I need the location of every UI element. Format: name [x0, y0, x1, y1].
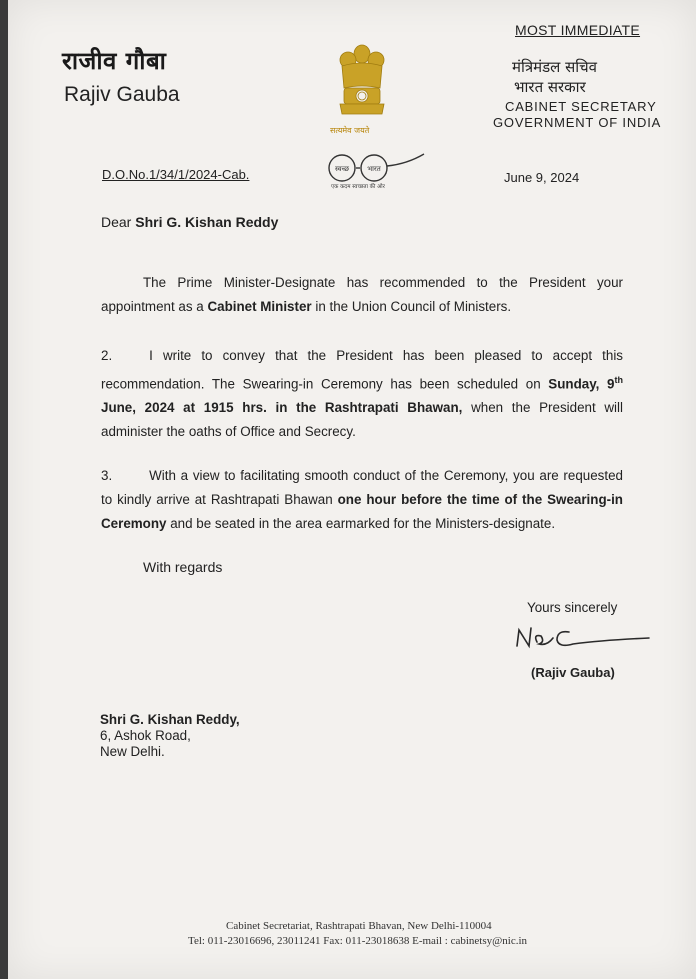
- salutation: [101, 214, 278, 230]
- address-name: Shri G. Kishan Reddy,: [100, 712, 240, 727]
- closing-regards: With regards: [143, 559, 223, 575]
- government-hindi: भारत सरकार: [514, 78, 586, 96]
- letter-date: June 9, 2024: [504, 170, 580, 185]
- paragraph-2-text-a: I write to convey that the President has been pleased to accept this recommendation. The Swearing-in Ceremony has been scheduled on: [101, 348, 623, 392]
- paragraph-1-bold: Cabinet Minister: [207, 299, 312, 314]
- swachh-bharat-logo-icon: [312, 150, 432, 192]
- letter-sheet: [8, 0, 696, 979]
- swachh-left-text: स्वच्छ: [334, 165, 350, 173]
- address-line-2: New Delhi.: [100, 744, 165, 759]
- paragraph-3-number: 3.: [101, 468, 113, 483]
- paragraph-2: [101, 344, 623, 444]
- office-title-english: CABINET SECRETARY: [505, 99, 657, 114]
- paragraph-1-text-a: The Prime Minister-Designate has recommended to the President your appointment as a: [101, 275, 623, 314]
- paragraph-2-superscript: th: [614, 375, 623, 385]
- priority-label: MOST IMMEDIATE: [515, 22, 641, 38]
- paragraph-2-text-b: when the President will administer the oaths of Office and Secrecy.: [101, 400, 623, 440]
- emblem-motto: सत्यमेव जयते: [330, 126, 370, 135]
- salutation-prefix: Dear: [101, 214, 136, 230]
- paragraph-3: [101, 464, 623, 536]
- address-line-1: 6, Ashok Road,: [100, 728, 191, 743]
- footer-contact: Tel: 011-23016696, 23011241 Fax: 011-23018638 E-mail : cabinetsy@nic.in: [188, 935, 528, 947]
- paragraph-2-bold-a: Sunday, 9: [548, 376, 615, 392]
- office-title-hindi: मंत्रिमंडल सचिव: [512, 58, 597, 76]
- paragraph-1-text-b: in the Union Council of Ministers.: [311, 299, 512, 314]
- recipient-name: Shri G. Kishan Reddy: [135, 214, 279, 230]
- sender-name-english: Rajiv Gauba: [64, 83, 180, 106]
- swachh-right-text: भारत: [367, 165, 381, 173]
- swachh-tagline: एक कदम स्वच्छता की ओर: [331, 184, 385, 190]
- signatory-name: (Rajiv Gauba): [531, 665, 615, 680]
- paragraph-3-bold: one hour before the time of the Swearing-in Ceremony: [101, 492, 623, 531]
- reference-number: D.O.No.1/34/1/2024-Cab.: [102, 167, 250, 182]
- paragraph-3-text-b: and be seated in the area earmarked for the Ministers-designate.: [166, 516, 556, 531]
- paragraph-2-bold-b: June, 2024 at 1915 hrs. in the Rashtrapati Bhawan,: [101, 400, 463, 416]
- paragraph-3-text-a: With a view to facilitating smooth conduct of the Ceremony, you are requested to kindly arrive at Rashtrapati Bhawan: [101, 468, 623, 507]
- national-emblem-icon: [326, 40, 398, 138]
- recipient-address: [100, 712, 240, 760]
- paragraph-1: [101, 271, 623, 319]
- paragraph-2-number: 2.: [101, 348, 113, 363]
- sender-name-hindi: राजीव गौबा: [62, 47, 167, 75]
- background-edge: [0, 0, 8, 979]
- government-english: GOVERNMENT OF INDIA: [493, 115, 662, 130]
- footer-address: Cabinet Secretariat, Rashtrapati Bhavan, New Delhi-110004: [226, 920, 492, 932]
- closing-yours-sincerely: Yours sincerely: [527, 600, 618, 615]
- signature-icon: [513, 620, 653, 654]
